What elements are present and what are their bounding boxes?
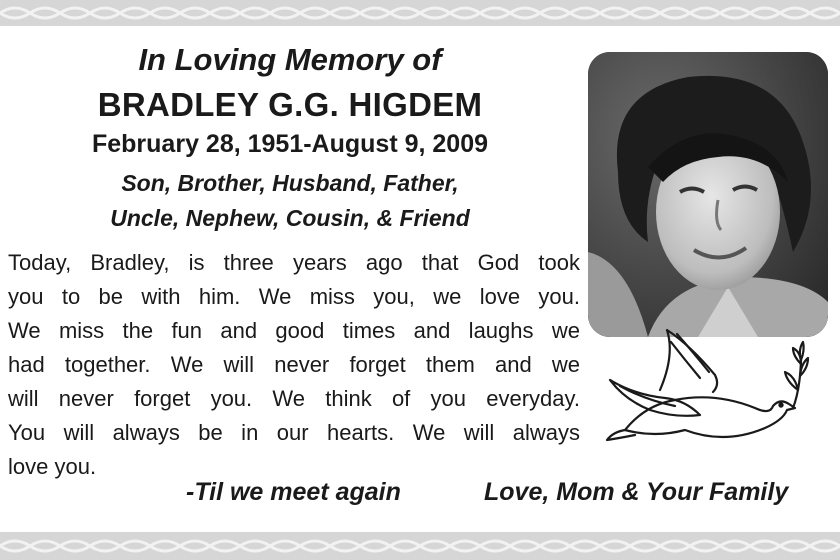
message-line: You will always be in our hearts. We will always [8, 420, 580, 445]
message-line: you to be with him. We miss you, we love you. [8, 284, 580, 309]
portrait-photo [588, 52, 828, 337]
deceased-name: BRADLEY G.G. HIGDEM [97, 86, 483, 123]
farewell-text: -Til we meet again [186, 478, 401, 506]
life-dates: February 28, 1951-August 9, 2009 [91, 130, 489, 158]
relations-line-1: Son, Brother, Husband, Father, [121, 170, 459, 196]
dove-with-olive-branch-icon [605, 320, 810, 450]
top-border [0, 0, 840, 26]
signature-text: Love, Mom & Your Family [484, 478, 789, 506]
bottom-border [0, 532, 840, 560]
message-line: We miss the fun and good times and laughs we [8, 318, 580, 343]
message-line: Today, Bradley, is three years ago that God took [8, 250, 580, 275]
message-line: had together. We will never forget them and we [8, 352, 580, 377]
memorial-intro: In Loving Memory of [138, 42, 442, 77]
message-line: love you. [8, 454, 97, 479]
message-line: will never forget you. We think of you everyday. [8, 386, 580, 411]
memorial-message [8, 246, 580, 484]
relations-line-2: Uncle, Nephew, Cousin, & Friend [110, 205, 470, 231]
